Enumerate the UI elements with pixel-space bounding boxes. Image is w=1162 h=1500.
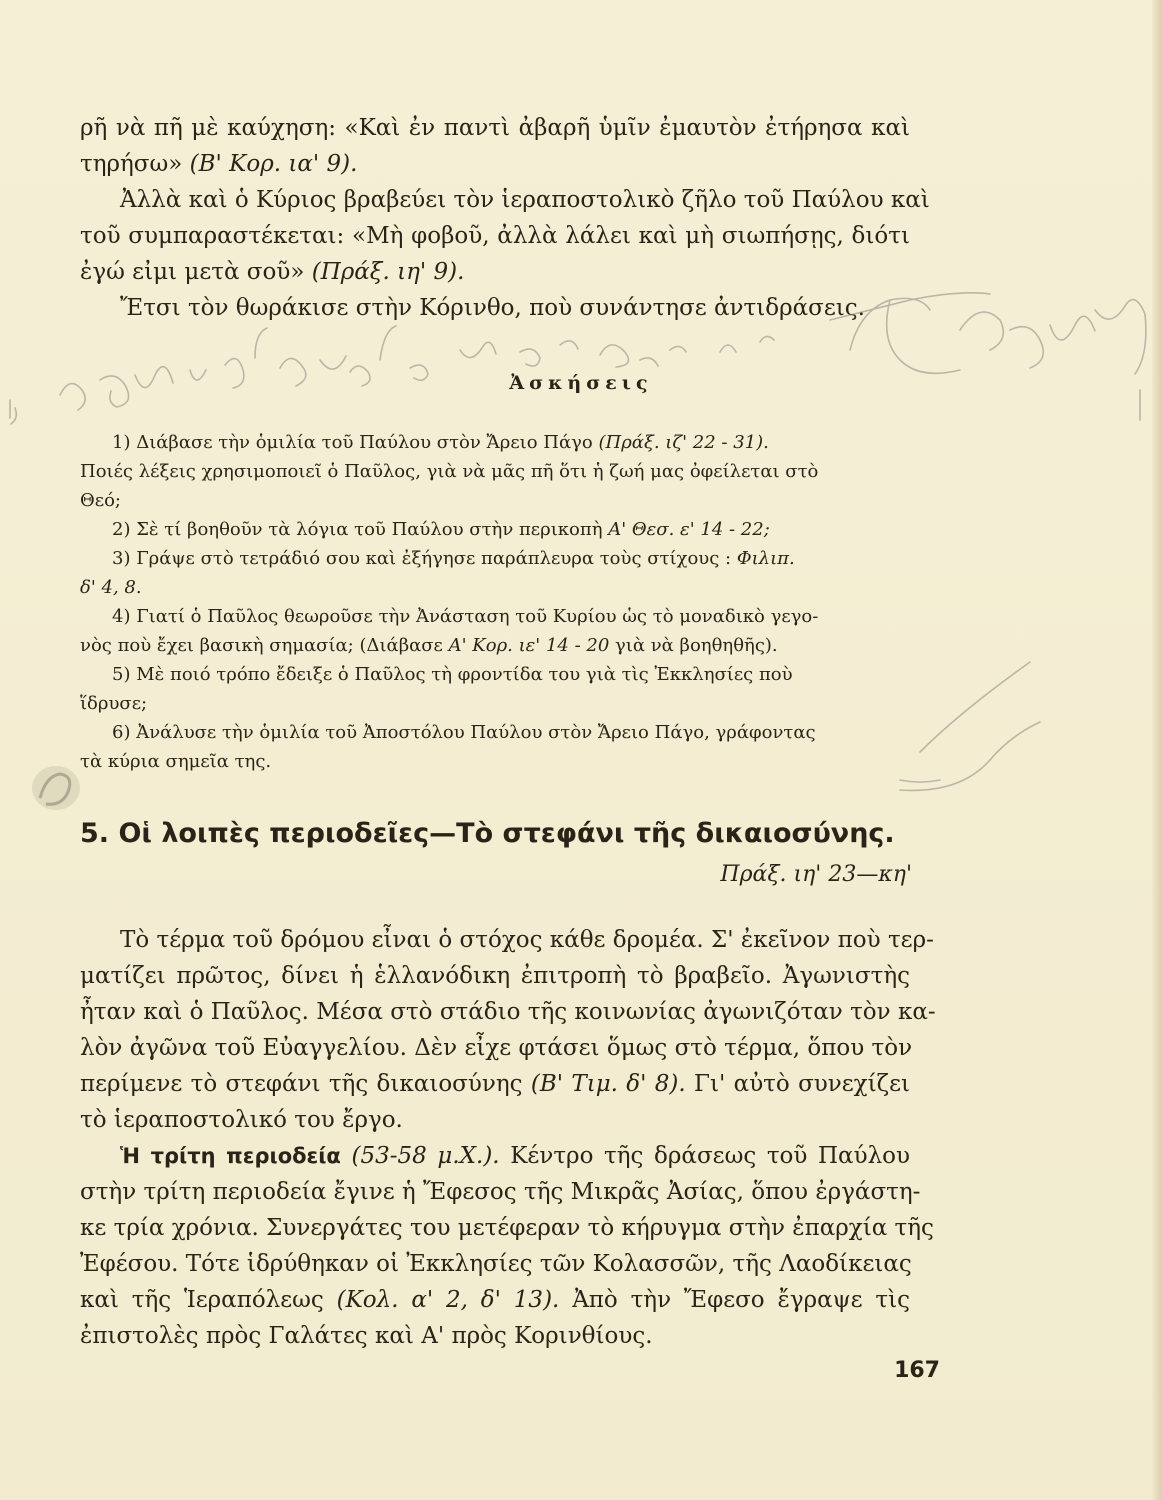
text-line — [80, 1282, 910, 1318]
text-line: τὰ κύρια σημεῖα της. — [80, 751, 272, 772]
text-line: Ἔτσι τὸν θωράκισε στὴν Κόρινθο, ποὺ συνάντησε ἀντιδράσεις. — [120, 295, 865, 321]
text-line: Ἐφέσου. Τότε ἱδρύθηκαν οἱ Ἐκκλησίες τῶν Κολασσῶν, τῆς Λαοδίκειας — [80, 1251, 912, 1277]
text-span: τηρήσω» — [80, 151, 183, 177]
scripture-reference: Α' Κορ. ιε' 14 - 20 — [448, 635, 610, 656]
text-span: Γι' αὐτὸ συνεχίζει — [694, 1071, 911, 1097]
text-line: 6) Ἀνάλυσε τὴν ὁμιλία τοῦ Ἀποστόλου Παύλου στὸν Ἄρειο Πάγο, γράφοντας — [112, 722, 816, 743]
text-span: ἐγώ εἰμι μετὰ σοῦ» — [80, 259, 305, 285]
second-paragraph — [80, 182, 930, 290]
exercise-item — [80, 544, 910, 602]
text-line: τὸ ἱεραποστολικό του ἔργο. — [80, 1107, 403, 1133]
text-line — [80, 515, 910, 544]
body-paragraph-1 — [80, 922, 936, 1138]
text-line: Ποιές λέξεις χρησιμοποιεῖ ὁ Παῦλος, γιὰ νὰ μᾶς πῆ ὅτι ἡ ζωή μας ὀφείλεται στὸ — [80, 461, 819, 482]
section-lead: Ἡ τρίτη περιοδεία — [120, 1144, 341, 1168]
scripture-reference: (Πράξ. ιζ' 22 - 31). — [598, 432, 769, 453]
text-line: λὸν ἀγῶνα τοῦ Εὐαγγελίου. Δὲν εἶχε φτάσει ὅμως στὸ τέρμα, ὅπου τὸν — [80, 1035, 913, 1061]
text-line: στὴν τρίτη περιοδεία ἔγινε ἡ Ἔφεσος τῆς Μικρᾶς Ἀσίας, ὅπου ἐργάστη- — [80, 1179, 921, 1205]
page-number: 167 — [894, 1358, 940, 1383]
scripture-reference: (Β' Κορ. ια' 9). — [189, 151, 358, 177]
exercise-item — [80, 428, 910, 515]
text-span: Κέντρο τῆς δράσεως τοῦ Παύλου — [510, 1143, 910, 1169]
exercise-item — [80, 660, 910, 718]
text-line — [80, 544, 910, 573]
scripture-reference: (Β' Τιμ. δ' 8). — [530, 1071, 686, 1097]
text-line — [80, 146, 910, 182]
text-span: 1) Διάβασε τὴν ὁμιλία τοῦ Παύλου στὸν Ἄρειο Πάγο — [112, 432, 593, 453]
top-paragraph — [80, 110, 910, 182]
exercise-item — [80, 602, 910, 660]
text-line: ματίζει πρῶτος, δίνει ἡ ἑλλανόδικη ἐπιτροπὴ τὸ βραβεῖο. Ἀγωνιστὴς — [80, 963, 910, 989]
text-span: νὸς ποὺ ἔχει βασικὴ σημασία; (Διάβασε — [80, 635, 443, 656]
text-span: γιὰ νὰ βοηθηθῆς). — [615, 635, 778, 656]
text-line: ἵδρυσε; — [80, 693, 148, 714]
text-span: 2) Σὲ τί βοηθοῦν τὰ λόγια τοῦ Παύλου στὴν περικοπὴ — [112, 519, 603, 540]
text-line: Ἀλλὰ καὶ ὁ Κύριος βραβεύει τὸν ἱεραποστολικὸ ζῆλο τοῦ Παύλου καὶ — [120, 187, 930, 213]
text-span: περίμενε τὸ στεφάνι τῆς δικαιοσύνης — [80, 1071, 523, 1097]
text-line — [80, 1138, 910, 1174]
text-line — [80, 254, 910, 290]
chapter-reference: Πράξ. ιη' 23—κη' — [720, 862, 912, 887]
text-line: Τὸ τέρμα τοῦ δρόμου εἶναι ὁ στόχος κάθε δρομέα. Σ' ἐκεῖνον ποὺ τερ- — [120, 927, 934, 953]
text-line: κε τρία χρόνια. Συνεργάτες του μετέφεραν τὸ κήρυγμα στὴν ἐπαρχία τῆς — [80, 1215, 934, 1241]
page-edge — [1152, 0, 1162, 1500]
exercise-item — [80, 515, 910, 544]
text-line: ρῆ νὰ πῆ μὲ καύχηση: «Καὶ ἐν παντὶ ἀβαρῆ ὑμῖν ἐμαυτὸν ἐτήρησα καὶ — [80, 115, 910, 141]
chapter-title: 5. Οἱ λοιπὲς περιοδεῖες—Τὸ στεφάνι τῆς δικαιοσύνης. — [80, 818, 895, 849]
exercises-heading: Ἀσκήσεις — [509, 372, 653, 394]
text-line: 5) Μὲ ποιό τρόπο ἔδειξε ὁ Παῦλος τὴ φροντίδα του γιὰ τὶς Ἐκκλησίες ποὺ — [112, 664, 793, 685]
text-line: τοῦ συμπαραστέκεται: «Μὴ φοβοῦ, ἀλλὰ λάλει καὶ μὴ σιωπήσῃς, διότι — [80, 223, 910, 249]
scripture-reference: δ' 4, 8. — [80, 577, 142, 598]
text-line: 4) Γιατί ὁ Παῦλος θεωροῦσε τὴν Ἀνάσταση τοῦ Κυρίου ὡς τὸ μοναδικὸ γεγο- — [112, 606, 819, 627]
exercises-list — [80, 428, 910, 776]
text-span: 3) Γράψε στὸ τετράδιό σου καὶ ἐξήγησε παράπλευρα τοὺς στίχους : — [112, 548, 732, 569]
text-line — [80, 1066, 910, 1102]
scripture-reference: Α' Θεσ. ε' 14 - 22; — [608, 519, 770, 540]
third-paragraph — [80, 290, 910, 326]
scripture-reference: (Κολ. α' 2, δ' 13). — [336, 1287, 560, 1313]
exercise-item — [80, 718, 910, 776]
body-paragraph-2 — [80, 1138, 934, 1354]
scripture-reference: (Πράξ. ιη' 9). — [311, 259, 465, 285]
text-line: ἐπιστολὲς πρὸς Γαλάτες καὶ Α' πρὸς Κορινθίους. — [80, 1323, 653, 1349]
date-reference: (53-58 μ.Χ.). — [351, 1143, 500, 1169]
scripture-reference: Φιλιπ. — [736, 548, 795, 569]
text-line: ἦταν καὶ ὁ Παῦλος. Μέσα στὸ στάδιο τῆς κοινωνίας ἀγωνιζόταν τὸν κα- — [80, 999, 936, 1025]
text-line — [80, 428, 910, 457]
text-line — [80, 631, 910, 660]
text-span: καὶ τῆς Ἱεραπόλεως — [80, 1287, 324, 1313]
text-line: Θεό; — [80, 490, 121, 511]
text-span: Ἀπὸ τὴν Ἔφεσο ἔγραψε τὶς — [572, 1287, 911, 1313]
ink-stain-mark — [26, 760, 86, 820]
